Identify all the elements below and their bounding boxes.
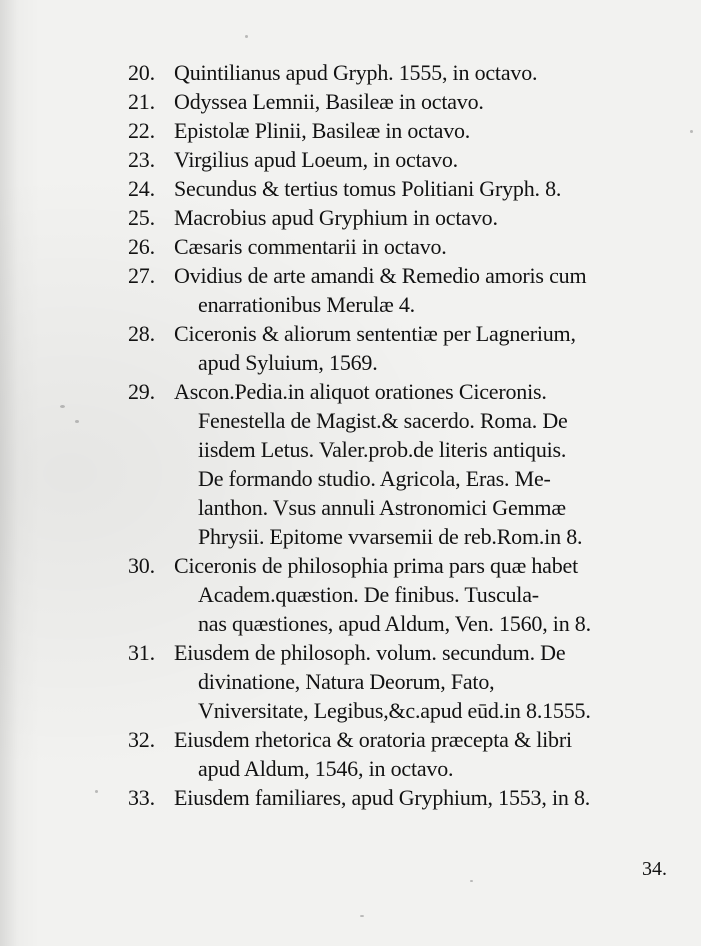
entry-text: Eiusdem familiares, apud Gryphium, 1553, in 8. — [174, 785, 591, 810]
catalog-entry — [128, 261, 673, 319]
entry-number: 30. — [128, 553, 155, 578]
ink-speck — [470, 880, 473, 882]
entry-text: divinatione, Natura Deorum, Fato, — [198, 669, 495, 694]
entry-line — [128, 580, 673, 609]
catalog-entry — [128, 725, 673, 783]
entry-line — [128, 406, 673, 435]
entry-line — [128, 522, 673, 551]
entry-line — [128, 116, 673, 145]
entry-text: lanthon. Vsus annuli Astronomici Gemmæ — [198, 495, 566, 520]
entry-number: 29. — [128, 379, 155, 404]
entry-number: 26. — [128, 234, 155, 259]
entry-line — [128, 290, 673, 319]
ink-speck — [360, 915, 364, 917]
entry-text: Quintilianus apud Gryph. 1555, in octavo. — [174, 60, 538, 85]
catalog-entry — [128, 551, 673, 638]
catalog-entry — [128, 783, 673, 812]
entry-line — [128, 232, 673, 261]
entry-text: apud Aldum, 1546, in octavo. — [198, 756, 454, 781]
entry-line — [128, 145, 673, 174]
entry-number: 32. — [128, 727, 155, 752]
entry-line — [128, 377, 673, 406]
entry-text: Odyssea Lemnii, Basileæ in octavo. — [174, 89, 484, 114]
entry-number: 21. — [128, 89, 155, 114]
ink-speck — [95, 790, 98, 793]
entry-line — [128, 783, 673, 812]
entry-text: nas quæstiones, apud Aldum, Ven. 1560, in 8. — [198, 611, 591, 636]
entry-text: De formando studio. Agricola, Eras. Me- — [198, 466, 551, 491]
entry-text: Vniversitate, Legibus,&c.apud eūd.in 8.1555. — [198, 698, 591, 723]
entry-number: 27. — [128, 263, 155, 288]
entry-number: 22. — [128, 118, 155, 143]
entry-text: Ovidius de arte amandi & Remedio amoris cum — [174, 263, 587, 288]
entry-text: Virgilius apud Loeum, in octavo. — [174, 147, 458, 172]
entry-text: Phrysii. Epitome vvarsemii de reb.Rom.in 8. — [198, 524, 583, 549]
entry-line — [128, 551, 673, 580]
entry-line — [128, 174, 673, 203]
catalog-entry — [128, 638, 673, 725]
entry-line — [128, 464, 673, 493]
entry-number: 23. — [128, 147, 155, 172]
entry-line — [128, 725, 673, 754]
entry-text: Macrobius apud Gryphium in octavo. — [174, 205, 498, 230]
catalog-entry — [128, 116, 673, 145]
catalog-list — [128, 58, 673, 812]
catalog-entry — [128, 174, 673, 203]
catalog-entry — [128, 87, 673, 116]
entry-line — [128, 609, 673, 638]
entry-text: apud Syluium, 1569. — [198, 350, 378, 375]
catalog-entry — [128, 203, 673, 232]
entry-text: Cæsaris commentarii in octavo. — [174, 234, 447, 259]
entry-text: Fenestella de Magist.& sacerdo. Roma. De — [198, 408, 568, 433]
entry-line — [128, 696, 673, 725]
entry-text: iisdem Letus. Valer.prob.de literis antiquis. — [198, 437, 567, 462]
entry-number: 31. — [128, 640, 155, 665]
entry-line — [128, 261, 673, 290]
entry-line — [128, 319, 673, 348]
entry-number: 24. — [128, 176, 155, 201]
catalog-entry — [128, 377, 673, 551]
ink-speck — [75, 420, 79, 423]
entry-text: Academ.quæstion. De finibus. Tuscula- — [198, 582, 539, 607]
entry-number: 33. — [128, 785, 155, 810]
entry-line — [128, 638, 673, 667]
entry-line — [128, 348, 673, 377]
entry-line — [128, 754, 673, 783]
entry-number: 20. — [128, 60, 155, 85]
entry-line — [128, 667, 673, 696]
catalog-entry — [128, 145, 673, 174]
ink-speck — [690, 130, 693, 133]
catalog-entry — [128, 58, 673, 87]
entry-line — [128, 435, 673, 464]
entry-text: Eiusdem de philosoph. volum. secundum. De — [174, 640, 566, 665]
entry-text: Eiusdem rhetorica & oratoria præcepta & libri — [174, 727, 572, 752]
entry-line — [128, 87, 673, 116]
entry-line — [128, 493, 673, 522]
catalog-entry — [128, 319, 673, 377]
entry-text: Secundus & tertius tomus Politiani Gryph. 8. — [174, 176, 562, 201]
entry-text: Epistolæ Plinii, Basileæ in octavo. — [174, 118, 471, 143]
catalog-entry — [128, 232, 673, 261]
entry-line — [128, 203, 673, 232]
entry-text: enarrationibus Merulæ 4. — [198, 292, 415, 317]
entry-number: 28. — [128, 321, 155, 346]
entry-text: Ascon.Pedia.in aliquot orationes Ciceronis. — [174, 379, 547, 404]
entry-text: Ciceronis & aliorum sententiæ per Lagnerium, — [174, 321, 576, 346]
entry-number: 25. — [128, 205, 155, 230]
entry-line — [128, 58, 673, 87]
ink-speck — [60, 405, 65, 408]
page-number: 34. — [642, 858, 667, 880]
entry-text: Ciceronis de philosophia prima pars quæ habet — [174, 553, 579, 578]
ink-speck — [245, 35, 248, 38]
